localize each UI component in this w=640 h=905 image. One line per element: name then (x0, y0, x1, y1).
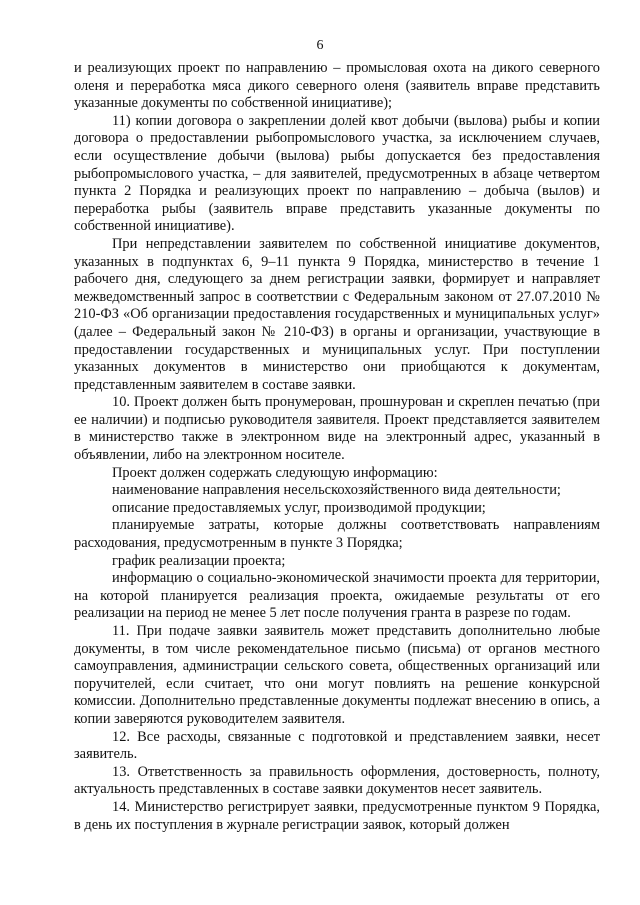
paragraph: описание предоставляемых услуг, производимой продукции; (112, 499, 486, 516)
paragraph: 11) копии договора о закреплении долей квот добычи (вылова) рыбы и копии договора о предоставлении рыбопромыслового участка, за исключением случаев, если осуществление добычи (вылова) рыбы допускается без предоставления рыбопромыслового участка, – для заявителей, предусмотренных в абзаце четвертом пункта 2 Порядка и реализующих проект по направлению – добыча (вылов) и переработка рыбы (заявитель вправе представить указанные документы по собственной инициативе). (74, 112, 600, 235)
paragraph: 10. Проект должен быть пронумерован, прошнурован и скреплен печатью (при ее наличии) и подписью руководителя заявителя. Проект представляется заявителем в министерство также в электронном виде на электронный адрес, указанный в объявлении, либо на электронном носителе. (74, 394, 600, 464)
paragraph: При непредставлении заявителем по собственной инициативе документов, указанных в подпунктах 6, 9–11 пункта 9 Порядка, министерство в течение 1 рабочего дня, следующего за днем регистрации заявки, формирует и направляет межведомственный запрос в соответствии с Федеральным законом от 27.07.2010 № 210-ФЗ «Об организации предоставления государственных и муниципальных услуг» (далее – Федеральный закон № 210-ФЗ) в органы и организации, участвующие в предоставлении государственных и муниципальных услуг. При поступлении указанных документов в министерство они приобщаются к документам, представленным заявителем в составе заявки. (74, 235, 600, 393)
paragraph: 11. При подаче заявки заявитель может представить дополнительно любые документы, в том числе рекомендательное письмо (письма) от органов местного самоуправления, администрации сельского совета, общественных организаций или поручителей, если считает, что они могут повлиять на решение конкурсной комиссии. Дополнительно представленные документы подлежат внесению в опись, а копии заверяются руководителем заявителя. (74, 623, 600, 727)
paragraph: 12. Все расходы, связанные с подготовкой и представлением заявки, несет заявитель. (74, 728, 600, 763)
paragraph: 14. Министерство регистрирует заявки, предусмотренные пунктом 9 Порядка, в день их поступления в журнале регистрации заявок, который должен (74, 798, 600, 833)
paragraph: 13. Ответственность за правильность оформления, достоверность, полноту, актуальность представленных в составе заявки документов несет заявитель. (74, 763, 600, 798)
page-number: 6 (316, 38, 324, 53)
paragraph: наименование направления несельскохозяйственного вида деятельности; (112, 482, 561, 499)
paragraph: информацию о социально-экономической значимости проекта для территории, на которой планируется реализация проекта, ожидаемые результаты от его реализации на период не менее 5 лет после получения гранта в разрезе по годам. (74, 570, 600, 622)
paragraph: планируемые затраты, которые должны соответствовать направлениям расходования, предусмотренным в пункте 3 Порядка; (74, 517, 600, 552)
paragraph: Проект должен содержать следующую информацию: (112, 464, 438, 481)
paragraph: и реализующих проект по направлению – промысловая охота на дикого северного оленя и переработка мяса дикого северного оленя (заявитель вправе представить указанные документы по собственной инициативе); (74, 60, 600, 112)
document-body (74, 60, 600, 834)
paragraph: график реализации проекта; (112, 552, 286, 569)
